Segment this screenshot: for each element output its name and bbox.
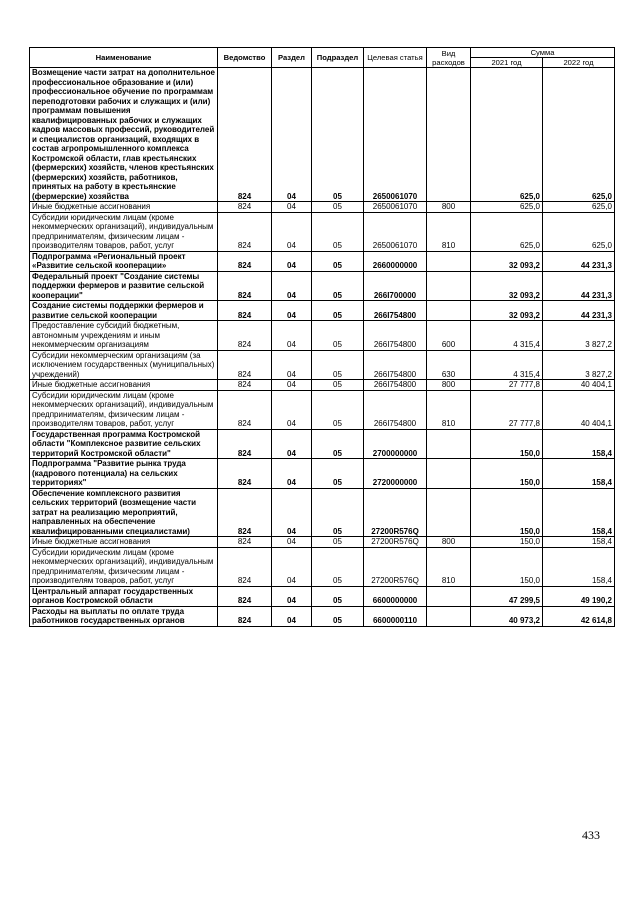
cell-section: 04 [272,390,312,429]
cell-2021: 150,0 [471,547,543,586]
header-dept: Ведомство [218,48,272,68]
cell-2021: 32 093,2 [471,271,543,301]
cell-name: Возмещение части затрат на дополнительное профессиональное образование и (или) профессиональное обучение по программам переподготовки рабочих и служащих и (или) программам повышения квалифицированных рабочих и служащих кадров массовых профессий, руководителей и специалистов организаций, входящих в состав агропромышленного комплекса Костромской области, глав крестьянских (фермерских) хозяйств, членов крестьянских (фермерских) хозяйств, работников, принятых на работу в крестьянские (фермерские) хозяйства [30,68,218,202]
cell-dept: 824 [218,380,272,391]
cell-dept: 824 [218,68,272,202]
cell-section: 04 [272,350,312,380]
cell-2021: 4 315,4 [471,321,543,351]
table-row [30,350,615,380]
cell-expense-type [427,251,471,271]
cell-dept: 824 [218,429,272,459]
cell-section: 04 [272,68,312,202]
cell-target: 27200R576Q [364,547,427,586]
table-row [30,390,615,429]
header-subsection: Подраздел [312,48,364,68]
cell-2021: 27 777,8 [471,390,543,429]
cell-name: Иные бюджетные ассигнования [30,202,218,213]
cell-dept: 824 [218,459,272,489]
cell-target: 2700000000 [364,429,427,459]
cell-2022: 44 231,3 [543,251,615,271]
cell-name: Предоставление субсидий бюджетным, автономным учреждениям и иным некоммерческим организациям [30,321,218,351]
cell-name: Подпрограмма «Региональный проект «Развитие сельской кооперации» [30,251,218,271]
cell-2021: 40 973,2 [471,606,543,626]
cell-2021: 150,0 [471,537,543,548]
cell-2022: 40 404,1 [543,380,615,391]
cell-2021: 625,0 [471,202,543,213]
cell-expense-type: 800 [427,537,471,548]
cell-section: 04 [272,429,312,459]
cell-expense-type [427,606,471,626]
header-expense-type: Вид расходов [427,48,471,68]
cell-expense-type [427,459,471,489]
header-name: Наименование [30,48,218,68]
cell-target: 266I700000 [364,271,427,301]
table-row [30,488,615,537]
cell-dept: 824 [218,390,272,429]
cell-dept: 824 [218,212,272,251]
cell-expense-type [427,301,471,321]
cell-name: Иные бюджетные ассигнования [30,537,218,548]
cell-expense-type [427,429,471,459]
cell-section: 04 [272,271,312,301]
table-row [30,251,615,271]
cell-2021: 150,0 [471,459,543,489]
budget-table [29,47,615,627]
cell-target: 2650061070 [364,202,427,213]
table-header [30,48,615,68]
cell-target: 266I754800 [364,321,427,351]
cell-expense-type: 600 [427,321,471,351]
cell-subsection: 05 [312,459,364,489]
cell-name: Государственная программа Костромской области "Комплексное развитие сельских территорий Костромской области" [30,429,218,459]
cell-target: 2660000000 [364,251,427,271]
cell-subsection: 05 [312,547,364,586]
cell-name: Подпрограмма "Развитие рынка труда (кадрового потенциала) на сельских территориях" [30,459,218,489]
cell-name: Центральный аппарат государственных органов Костромской области [30,586,218,606]
cell-section: 04 [272,301,312,321]
cell-expense-type [427,586,471,606]
table-row [30,301,615,321]
table-row [30,202,615,213]
cell-target: 266I754800 [364,390,427,429]
cell-subsection: 05 [312,301,364,321]
cell-dept: 824 [218,606,272,626]
cell-name: Создание системы поддержки фермеров и развитие сельской кооперации [30,301,218,321]
header-section: Раздел [272,48,312,68]
cell-subsection: 05 [312,68,364,202]
header-target: Целевая статья [364,48,427,68]
cell-expense-type: 810 [427,390,471,429]
cell-name: Расходы на выплаты по оплате труда работников государственных органов [30,606,218,626]
cell-2022: 3 827,2 [543,350,615,380]
cell-target: 2720000000 [364,459,427,489]
table-body [30,68,615,627]
cell-subsection: 05 [312,251,364,271]
cell-subsection: 05 [312,537,364,548]
cell-expense-type: 800 [427,202,471,213]
cell-section: 04 [272,459,312,489]
cell-2021: 150,0 [471,429,543,459]
cell-section: 04 [272,537,312,548]
table-row [30,429,615,459]
table-row [30,321,615,351]
cell-2021: 47 299,5 [471,586,543,606]
cell-dept: 824 [218,321,272,351]
cell-2022: 625,0 [543,202,615,213]
cell-subsection: 05 [312,606,364,626]
cell-section: 04 [272,321,312,351]
cell-target: 27200R576Q [364,537,427,548]
cell-expense-type [427,271,471,301]
cell-name: Субсидии юридическим лицам (кроме некоммерческих организаций), индивидуальным предпринимателям, физическим лицам - производителям товаров, работ, услуг [30,212,218,251]
cell-name: Иные бюджетные ассигнования [30,380,218,391]
cell-section: 04 [272,202,312,213]
cell-2021: 32 093,2 [471,251,543,271]
cell-dept: 824 [218,271,272,301]
cell-subsection: 05 [312,271,364,301]
cell-expense-type: 630 [427,350,471,380]
cell-2022: 40 404,1 [543,390,615,429]
cell-dept: 824 [218,586,272,606]
cell-target: 266I754800 [364,380,427,391]
cell-2021: 625,0 [471,212,543,251]
cell-name: Субсидии юридическим лицам (кроме некоммерческих организаций), индивидуальным предпринимателям, физическим лицам - производителям товаров, работ, услуг [30,390,218,429]
cell-2022: 625,0 [543,212,615,251]
cell-subsection: 05 [312,212,364,251]
table-row [30,586,615,606]
cell-dept: 824 [218,251,272,271]
cell-subsection: 05 [312,390,364,429]
cell-2021: 27 777,8 [471,380,543,391]
cell-2022: 49 190,2 [543,586,615,606]
cell-expense-type [427,488,471,537]
cell-subsection: 05 [312,380,364,391]
cell-subsection: 05 [312,321,364,351]
cell-dept: 824 [218,202,272,213]
cell-section: 04 [272,606,312,626]
cell-expense-type: 800 [427,380,471,391]
cell-2022: 3 827,2 [543,321,615,351]
cell-target: 266I754800 [364,350,427,380]
cell-target: 27200R576Q [364,488,427,537]
cell-2022: 625,0 [543,68,615,202]
cell-dept: 824 [218,488,272,537]
cell-name: Обеспечение комплексного развития сельских территорий (возмещение части затрат на реализацию мероприятий, направленных на обеспечение квалифицированными специалистами) [30,488,218,537]
cell-2021: 625,0 [471,68,543,202]
page-number: 433 [582,828,600,842]
cell-section: 04 [272,251,312,271]
table-row [30,380,615,391]
cell-section: 04 [272,380,312,391]
cell-section: 04 [272,547,312,586]
table-row [30,606,615,626]
cell-section: 04 [272,212,312,251]
cell-dept: 824 [218,537,272,548]
table-row [30,459,615,489]
header-year-2022: 2022 год [543,58,615,68]
cell-target: 2650061070 [364,212,427,251]
cell-section: 04 [272,586,312,606]
cell-section: 04 [272,488,312,537]
cell-dept: 824 [218,301,272,321]
cell-dept: 824 [218,547,272,586]
cell-target: 266I754800 [364,301,427,321]
cell-expense-type: 810 [427,547,471,586]
cell-2021: 32 093,2 [471,301,543,321]
cell-subsection: 05 [312,350,364,380]
table-row [30,547,615,586]
cell-2021: 4 315,4 [471,350,543,380]
table-row [30,271,615,301]
table-row [30,537,615,548]
cell-2022: 44 231,3 [543,301,615,321]
cell-expense-type [427,68,471,202]
header-sum: Сумма [471,48,615,58]
cell-dept: 824 [218,350,272,380]
cell-target: 2650061070 [364,68,427,202]
cell-name: Федеральный проект "Создание системы поддержки фермеров и развитие сельской кооперации" [30,271,218,301]
cell-subsection: 05 [312,429,364,459]
cell-2022: 158,4 [543,429,615,459]
cell-subsection: 05 [312,202,364,213]
table-row [30,212,615,251]
cell-2022: 42 614,8 [543,606,615,626]
cell-2022: 44 231,3 [543,271,615,301]
cell-subsection: 05 [312,586,364,606]
cell-2022: 158,4 [543,459,615,489]
cell-target: 6600000000 [364,586,427,606]
cell-target: 6600000110 [364,606,427,626]
cell-subsection: 05 [312,488,364,537]
header-year-2021: 2021 год [471,58,543,68]
cell-2022: 158,4 [543,488,615,537]
cell-2021: 150,0 [471,488,543,537]
cell-2022: 158,4 [543,547,615,586]
cell-name: Субсидии некоммерческим организациям (за исключением государственных (муниципальных) учреждений) [30,350,218,380]
cell-name: Субсидии юридическим лицам (кроме некоммерческих организаций), индивидуальным предпринимателям, физическим лицам - производителям товаров, работ, услуг [30,547,218,586]
cell-expense-type: 810 [427,212,471,251]
table-row [30,68,615,202]
cell-2022: 158,4 [543,537,615,548]
